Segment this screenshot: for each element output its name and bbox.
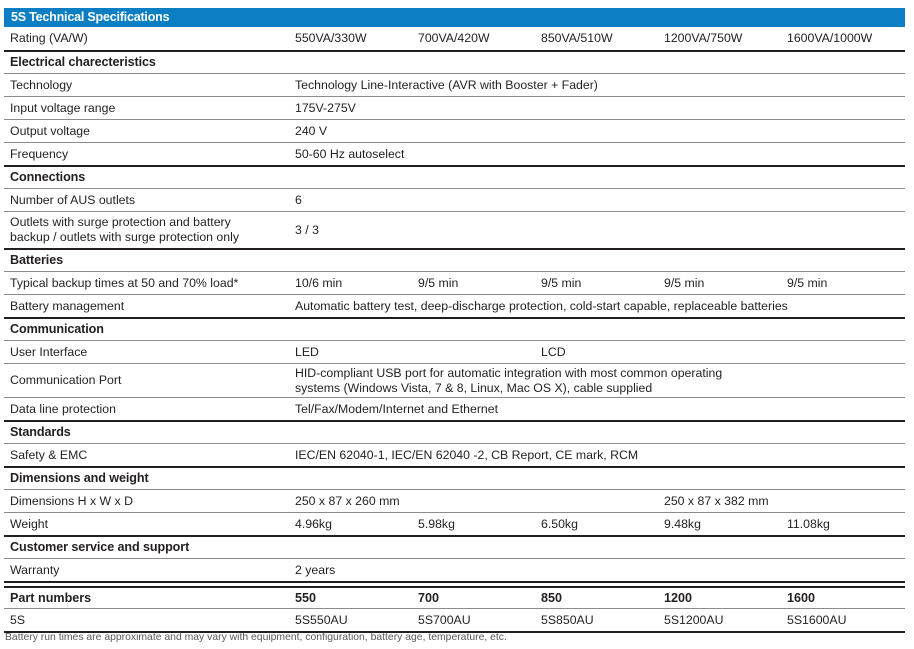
row-value: 700VA/420W — [413, 27, 536, 51]
section-title: Dimensions and weight — [4, 467, 905, 490]
page-title: 5S Technical Specifications — [11, 10, 170, 24]
table-row — [4, 143, 905, 167]
table-row — [4, 272, 905, 295]
row-label: Typical backup times at 50 and 70% load* — [4, 272, 290, 295]
specifications-table — [4, 27, 905, 583]
section-header-dimensions — [4, 467, 905, 490]
row-value: 550VA/330W — [290, 27, 413, 51]
row-value: 175V-275V — [290, 97, 905, 120]
row-value-line2: systems (Windows Vista, 7 & 8, Linux, Mac OS X), cable supplied — [295, 380, 653, 395]
row-value — [413, 341, 536, 364]
row-value: 240 V — [290, 120, 905, 143]
row-value — [659, 341, 782, 364]
part-numbers-header-value: 850 — [536, 587, 659, 609]
row-label: Frequency — [4, 143, 290, 167]
table-row — [4, 444, 905, 468]
row-label: Data line protection — [4, 398, 290, 422]
part-numbers-header-value: 1200 — [659, 587, 782, 609]
table-row — [4, 341, 905, 364]
row-value: LCD — [536, 341, 659, 364]
section-header-customer-service — [4, 536, 905, 559]
table-row — [4, 609, 905, 633]
row-value: 9.48kg — [659, 513, 782, 537]
row-label: Technology — [4, 74, 290, 97]
section-header-standards — [4, 421, 905, 444]
part-numbers-header-value: 700 — [413, 587, 536, 609]
section-header-connections — [4, 166, 905, 189]
row-value: 50-60 Hz autoselect — [290, 143, 905, 167]
section-header-batteries — [4, 249, 905, 272]
row-label: Warranty — [4, 559, 290, 583]
table-row — [4, 559, 905, 583]
row-value: 9/5 min — [659, 272, 782, 295]
section-title: Connections — [4, 166, 905, 189]
part-numbers-header-value: 1600 — [782, 587, 905, 609]
row-value — [290, 364, 905, 398]
table-row — [4, 97, 905, 120]
row-value: 5S1600AU — [782, 609, 905, 633]
row-value: 6 — [290, 189, 905, 212]
row-label: Dimensions H x W x D — [4, 490, 290, 513]
section-title: Standards — [4, 421, 905, 444]
row-value: 5S550AU — [290, 609, 413, 633]
row-value: 5S1200AU — [659, 609, 782, 633]
table-row — [4, 398, 905, 422]
row-value-line1: HID-compliant USB port for automatic integration with most common operating — [295, 365, 723, 380]
row-value: 250 x 87 x 382 mm — [659, 490, 782, 513]
row-value: 1600VA/1000W — [782, 27, 905, 51]
table-row — [4, 295, 905, 319]
part-numbers-label: Part numbers — [4, 587, 290, 609]
row-value — [413, 490, 536, 513]
row-value: 250 x 87 x 260 mm — [290, 490, 413, 513]
row-value — [536, 490, 659, 513]
row-value: Technology Line-Interactive (AVR with Booster + Fader) — [290, 74, 905, 97]
table-row — [4, 212, 905, 250]
spec-title-bar — [4, 8, 905, 27]
row-label: Communication Port — [4, 364, 290, 398]
row-value: IEC/EN 62040-1, IEC/EN 62040 -2, CB Report, CE mark, RCM — [290, 444, 905, 468]
row-value — [782, 490, 905, 513]
row-value: 2 years — [290, 559, 905, 583]
row-label: Battery management — [4, 295, 290, 319]
table-row — [4, 364, 905, 398]
row-value: Automatic battery test, deep-discharge protection, cold-start capable, replaceable batteries — [290, 295, 905, 319]
row-value: 11.08kg — [782, 513, 905, 537]
footnote-text: Battery run times are approximate and may vary with equipment, configuration, battery age, temperature, etc. — [5, 632, 507, 643]
row-value: 10/6 min — [290, 272, 413, 295]
table-row — [4, 490, 905, 513]
row-label: Rating (VA/W) — [4, 27, 290, 51]
row-label: User Interface — [4, 341, 290, 364]
row-label: Output voltage — [4, 120, 290, 143]
row-value: 3 / 3 — [290, 212, 905, 250]
table-row — [4, 27, 905, 51]
table-row — [4, 120, 905, 143]
row-value: LED — [290, 341, 413, 364]
row-value: 5S850AU — [536, 609, 659, 633]
part-numbers-table — [4, 586, 905, 633]
part-numbers-header-value: 550 — [290, 587, 413, 609]
row-value: 9/5 min — [413, 272, 536, 295]
table-row — [4, 189, 905, 212]
row-value: Tel/Fax/Modem/Internet and Ethernet — [290, 398, 905, 422]
row-value: 6.50kg — [536, 513, 659, 537]
section-title: Communication — [4, 318, 905, 341]
row-value: 9/5 min — [782, 272, 905, 295]
part-numbers-header-row — [4, 587, 905, 609]
table-row — [4, 513, 905, 537]
section-title: Batteries — [4, 249, 905, 272]
row-value: 5.98kg — [413, 513, 536, 537]
row-label: Number of AUS outlets — [4, 189, 290, 212]
table-row — [4, 74, 905, 97]
section-title: Electrical charecteristics — [4, 51, 905, 74]
row-label-line2: backup / outlets with surge protection only — [10, 230, 239, 244]
section-header-electrical — [4, 51, 905, 74]
row-label: Input voltage range — [4, 97, 290, 120]
row-label — [4, 212, 290, 250]
row-label: 5S — [4, 609, 290, 633]
row-label-line1: Outlets with surge protection and battery — [10, 215, 231, 229]
section-title: Customer service and support — [4, 536, 905, 559]
row-value: 5S700AU — [413, 609, 536, 633]
row-label: Safety & EMC — [4, 444, 290, 468]
row-value — [782, 341, 905, 364]
row-value: 1200VA/750W — [659, 27, 782, 51]
section-header-communication — [4, 318, 905, 341]
row-value: 9/5 min — [536, 272, 659, 295]
row-value: 4.96kg — [290, 513, 413, 537]
row-label: Weight — [4, 513, 290, 537]
row-value: 850VA/510W — [536, 27, 659, 51]
